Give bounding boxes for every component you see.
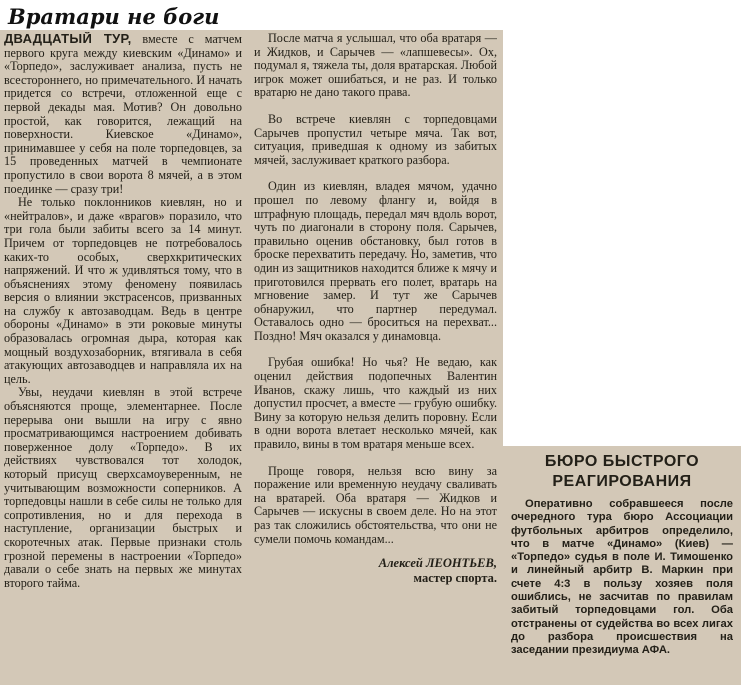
article-paragraph: Не только поклонников киевлян, но и «нейтралов», и даже «врагов» поразило, что три гола были забиты всего за 14 минут. Причем от торпедовцев не потребовалось каких-то особых, сверхкритических напряжений. И что ж удивляться тому, что в объяснениях этому феномену появилась версия о влиянии экстрасенсов, призванных на службу к автозаводцам. Ведь в центре обороны «Динамо» в эти роковые минуты образовалась огромная дыра, которая как мощный воздухозаборник, втягивала в себя атакующих автозаводцев и направляла их на цель. <box>4 195 242 386</box>
sidebar-clipping <box>503 446 741 685</box>
author-signature <box>254 556 497 586</box>
article-paragraph <box>4 32 242 196</box>
article-column-1 <box>4 32 242 682</box>
article-paragraph: Один из киевлян, владея мячом, удачно прошел по левому флангу и, войдя в штрафную площадь, передал мяч вдоль ворот, чуть по диагонали в сторону поля. Сарычев, правильно оценив обстановку, был готов в броске перехватить передачу. Но, заметив, что один из защитников находится ближе к мячу и приготовился прервать его полет, вратарь на мгновение замер. И тут же Сарычев обнаружил, что партнер передумал. Оставалось одно — броситься на перехват... Поздно! Мяч оказался у динамовца. <box>254 179 497 343</box>
article-paragraph: Проще говоря, нельзя всю вину за поражение или временную неудачу сваливать на вратарей. Оба вратаря — Жидков и Сарычев — искусны в своем деле. Но на этот раз так сложились обстоятельства, что они не сумели помочь командам... <box>254 463 497 546</box>
headline: Вратари не боги <box>8 4 220 29</box>
article-paragraph: После матча я услышал, что оба вратаря — и Жидков, и Сарычев — «лапшевесы». Ох, подумал я, тяжела ты, доля вратарская. Любой игрок может ошибаться, и не раз. И только вратарю не дано такого права. <box>254 32 497 100</box>
article-clipping <box>0 30 503 685</box>
article-lead: ДВАДЦАТЫЙ ТУР, <box>4 32 132 46</box>
author-name: Алексей ЛЕОНТЬЕВ, <box>378 556 497 571</box>
author-title: мастер спорта. <box>413 571 497 586</box>
article-paragraph: Во встрече киевлян с торпедовцами Сарычев пропустил четыре мяча. Так вот, ситуация, приведшая к одному из забитых мячей, заслуживает краткого разбора. <box>254 111 497 167</box>
article-paragraph: Увы, неудачи киевлян в этой встрече объясняются проще, элементарнее. После перерыва они вышли на игру с явно просматривающимся настроением добивать поверженное долу «Торпедо». В их действиях чувствовался тот холодок, который присущ сверхсамоуверенным, не учитывающим возможности соперников. А торпедовцы нашли в себе силы не только для сопротивления, но и для перехода в наступление, организации быстрых и скоротечных атак. Первые признаки столь грозной перемены в настроении «Торпедо» давали о себе знать на первых же минутах второго тайма. <box>4 385 242 590</box>
article-paragraph: Грубая ошибка! Но чья? Не ведаю, как оценил действия подопечных Валентин Иванов, скажу лишь, что каждый из них допустил просчет, а вместе — грубую ошибку. Вину за которую нельзя делить поровну. Если в одни ворота влетает несколько мячей, как правило, вины в том вратаря меньше всех. <box>254 355 497 452</box>
sidebar-title-line: РЕАГИРОВАНИЯ <box>552 473 692 490</box>
article-paragraph-text: вместе с матчем первого круга между киевским «Динамо» и «Торпедо», заслуживает анализа, пусть не всестороннего, но примечательного. И начать придется со встречи, отложенной еще с первой декады мая. Мотив? Он довольно простой, как говорится, лежащий на поверхности. Киевское «Динамо», принимавшее у себя на поле торпедовцев, за 15 проведенных матчей в чемпионате пропустило в свои ворота 8 мячей, а в этом поединке — сразу три! <box>4 32 242 196</box>
sidebar-title-line: БЮРО БЫСТРОГО <box>544 453 700 470</box>
sidebar-text: Оперативно собравшееся после очередного тура бюро Ассоциации футбольных арбитров определило, что в матче «Динамо» (Киев) — «Торпедо» судья в поле И. Тимошенко и линейный арбитр В. Маркин при счете 4:3 в пользу хозяев поля ошиблись, не засчитав по правилам забитый торпедовцами гол. Оба отстранены от судейства во всех лигах до разбора происшествия на заседании президиума АФА. <box>511 498 733 657</box>
article-column-2 <box>254 32 497 682</box>
sidebar-title <box>511 452 733 492</box>
